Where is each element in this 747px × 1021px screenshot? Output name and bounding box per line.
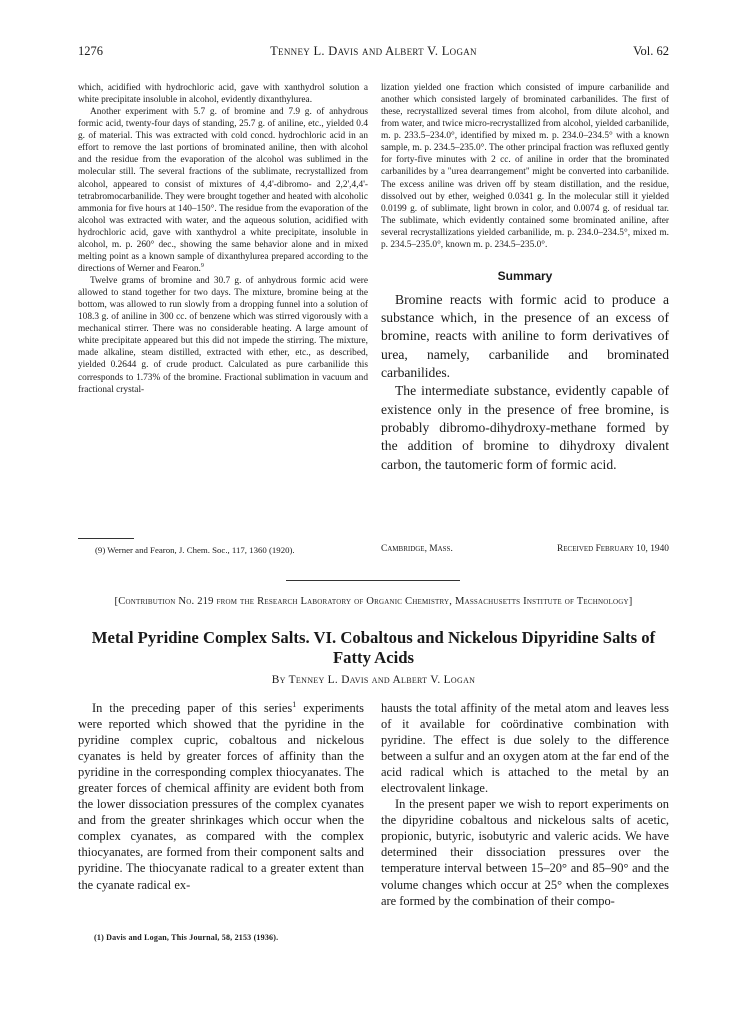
paragraph xyxy=(78,106,368,275)
received-date: Received February 10, 1940 xyxy=(557,544,669,554)
reference-marker: 1 xyxy=(292,699,297,709)
paragraph-text: experiments were reported which showed that the pyridine in the pyridine complex cupric, cobaltous and nickelous cyanates is held by greater forces of affinity than the pyridine in the corresponding complex thiocyanates. The greater forces of chemical affinity are evident both from the lower dissociation pressures of the complex cyanates and from the greater shrinkages which occur when the complex cyanates, as compared with the complex thiocyanates, are formed from their component salts and pyridine. The thiocyanate radical to a greater extent than the cyanate radical ex- xyxy=(78,701,364,892)
top-left-column xyxy=(78,82,368,396)
article-title: Metal Pyridine Complex Salts. VI. Cobaltous and Nickelous Dipyridine Salts of Fatty Acids xyxy=(91,628,656,667)
paragraph-text: In the preceding paper of this series xyxy=(92,701,293,715)
paragraph: lization yielded one fraction which consisted of impure carbanilide and another which consisted largely of brominated carbanilides. The first of these, recrystallized several times from alcohol, from dilute alcohol, and from water, and twice micro-recrystallized from alcohol, yielded carbanilide, m. p. 233.5–234.0°, identified by mixed m. p. 234.0–234.5° with a known sample, m. p. 234.5–235.0°. The other principal fraction was refluxed gently for forty-five minutes with 2 cc. of aniline in order that the brominated carbanilides by a "urea dearrangement" might be converted into carbanilide. The excess aniline was driven off by steam distillation, and the residue, dissolved out by ether, weighed 0.0341 g. In the molecular still it yielded 0.0199 g. of sublimate, light brown in color, and 0.0074 g. of residual tar. The sublimate, which evidently contained some brominated aniline, after several recrystallizations yielded carbanilide, m. p. 234.0–234.5°, mixed m. p. 234.5–235.0°, known m. p. 234.5–235.0°. xyxy=(381,83,669,250)
page-number: 1276 xyxy=(78,44,103,58)
reference-marker: 9 xyxy=(200,262,204,269)
summary-section xyxy=(381,291,669,474)
paragraph-text: Another experiment with 5.7 g. of bromine and 7.9 g. of anhydrous formic acid, twenty-four days of standing, 25.7 g. of aniline, etc., yielded 0.4 g. of material. This was extracted with cold concd. hydrochloric acid in an effort to remove the last portions of brominated aniline, then with alcohol and the residue from the evaporation of the alcohol was sublimed in the molecular still. The several fractions of the sublimate, recrystallized from alcohol, appeared to consist of mixtures of 4,4'-dibromo- and 2,2',4,4'-tetrabromocarbanilide. They were brought together and heated with alcoholic ammonia for five hours at 140–150°. The residue from the evaporation of the alcohol was extracted with water, and the aqueous solution, acidified with hydrochloric acid, gave with xanthydrol a white precipitate, insoluble in alcohol, m. p. 260° dec., showing the same behavior alone and in mixed melting point as a known sample of dixanthylurea prepared according to the directions of Werner and Fearon. xyxy=(78,107,368,274)
byline: By Tenney L. Davis and Albert V. Logan xyxy=(271,674,476,686)
contribution-note: [Contribution No. 219 from the Research Laboratory of Organic Chemistry, Massachusetts Institute of Technology] xyxy=(114,596,633,607)
bottom-right-column xyxy=(381,700,669,909)
paragraph: In the present paper we wish to report experiments on the dipyridine cobaltous and nickelous salts of acetic, propionic, butyric, isobutyric and valeric acids. We have determined their dissociation pressures over the temperature interval between 15–20° and 85–90° and the volume changes which occur at 25° when the complexes are formed by the combination of their compo- xyxy=(381,797,669,908)
paragraph: Twelve grams of bromine and 30.7 g. of anhydrous formic acid were allowed to stand together for two days. The mixture, bromine being at the bottom, was allowed to run slowly from a dropping funnel into a solution of 108.3 g. of aniline in 300 cc. of benzene which was stirred vigorously with a mechanical stirrer. There was no considerable heating. A large amount of white precipitate appeared but this did not impede the stirring. The mixture, made alkaline, steam distilled, extracted with ether, etc., as described, yielded 0.2644 g. of crude product. Calculated as pure carbanilide this corresponds to 1.73% of the bromine. Fractional sublimation in vacuum and fractional crystal- xyxy=(78,276,368,395)
top-right-column xyxy=(381,82,669,474)
running-title: Tenney L. Davis and Albert V. Logan xyxy=(270,44,477,58)
signoff-place: Cambridge, Mass. xyxy=(381,544,453,554)
paragraph: which, acidified with hydrochloric acid, gave with xanthydrol solution a white precipitate insoluble in alcohol, evidently dixanthylurea. xyxy=(78,83,368,106)
paragraph xyxy=(78,700,364,893)
summary-heading: Summary xyxy=(497,268,553,283)
paragraph: The intermediate substance, evidently capable of existence only in the presence of free bromine, is probably dibromo-dihydroxy-methane formed by the addition of bromine to dihydroxy divalent carbon, the tautomeric form of formic acid. xyxy=(381,383,669,472)
bottom-left-column xyxy=(78,700,364,893)
paragraph: hausts the total affinity of the metal atom and leaves less of it available for coördinative combination with pyridine. The effect is due solely to the difference between a sulfur and an oxygen atom at the far end of the acid radical which is attached to the metal by an electrovalent linkage. xyxy=(381,701,669,796)
footnote-divider xyxy=(78,538,134,539)
footnote: (1) Davis and Logan, This Journal, 58, 2153 (1936). xyxy=(94,933,279,942)
section-divider xyxy=(286,580,460,581)
paragraph: Bromine reacts with formic acid to produce a substance which, in the presence of an excess of bromine, reacts with aniline to form derivatives of urea, namely, carbanilide and brominated carbanilides. xyxy=(381,291,669,381)
running-header xyxy=(78,44,669,62)
volume-number: Vol. 62 xyxy=(633,44,669,58)
footnote: (9) Werner and Fearon, J. Chem. Soc., 117, 1360 (1920). xyxy=(95,545,295,555)
